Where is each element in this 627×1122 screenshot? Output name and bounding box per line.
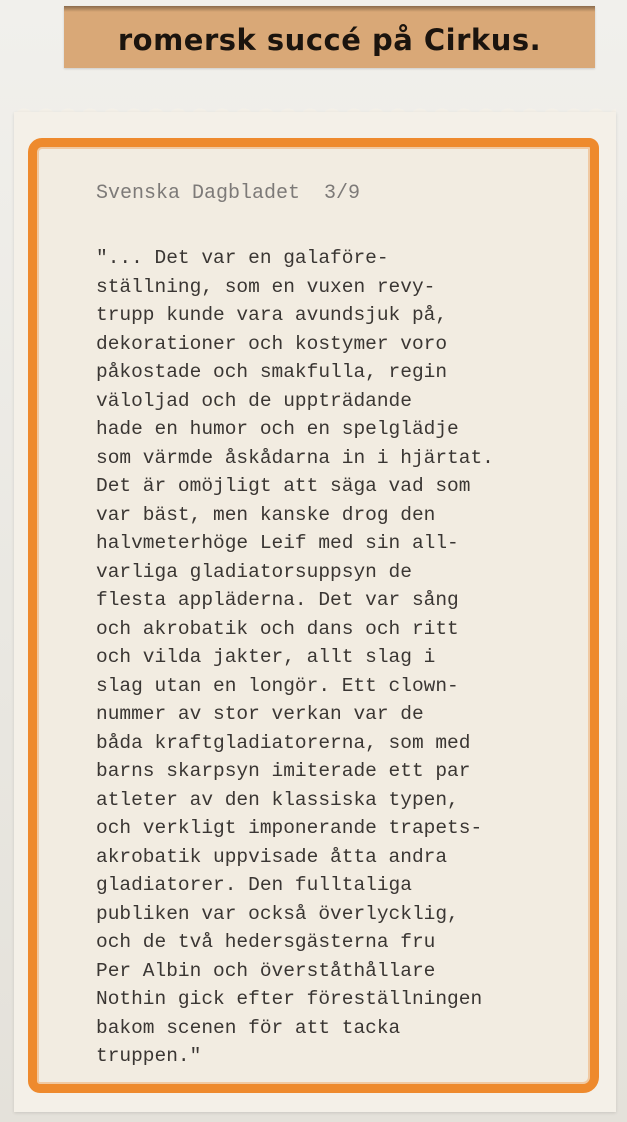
article-line: ställning, som en vuxen revy-: [96, 275, 436, 298]
source-line: Svenska Dagbladet 3/9: [96, 182, 361, 205]
article-line: väloljad och de uppträdande: [96, 389, 412, 412]
article-line: och akrobatik och dans och ritt: [96, 617, 459, 640]
article-line: Nothin gick efter föreställningen: [96, 988, 483, 1010]
article-line: nummer av stor verkan var de: [96, 703, 424, 725]
article-line: trupp kunde vara avundsjuk på,: [96, 304, 448, 326]
article-line: och de två hedersgästerna fru: [96, 931, 436, 953]
article-line: gladiatorer. Den fulltaliga: [96, 874, 412, 896]
article-line: bakom scenen för att tacka: [96, 1016, 401, 1039]
article-line: barns skarpsyn imiterade ett par: [96, 760, 471, 782]
article-text: [96, 244, 576, 1071]
article-line: atleter av den klassiska typen,: [96, 788, 459, 811]
article-line: flesta appläderna. Det var sång: [96, 589, 459, 611]
headline-text: romersk succé på Cirkus.: [117, 23, 542, 57]
article-line: varliga gladiatorsuppsyn de: [96, 560, 412, 583]
article-line: var bäst, men kanske drog den: [96, 503, 436, 526]
article-line: hade en humor och en spelglädje: [96, 418, 459, 440]
article-line: dekorationer och kostymer voro: [96, 332, 448, 355]
article-line: påkostade och smakfulla, regin: [96, 361, 448, 383]
typed-clipping: [60, 180, 580, 1080]
article-line: båda kraftgladiatorerna, som med: [96, 731, 471, 754]
article-line: halvmeterhöge Leif med sin all-: [96, 532, 459, 554]
article-line: "... Det var en galaföre-: [96, 247, 389, 269]
article-line: och vilda jakter, allt slag i: [96, 646, 436, 668]
article-line: akrobatik uppvisade åtta andra: [96, 845, 448, 868]
article-line: truppen.": [96, 1045, 202, 1067]
article-line: slag utan en longör. Ett clown-: [96, 674, 459, 697]
headline-clipping: [64, 6, 595, 68]
article-line: och verkligt imponerande trapets-: [96, 817, 483, 839]
article-line: Det är omöjligt att säga vad som: [96, 475, 471, 497]
article-line: som värmde åskådarna in i hjärtat.: [96, 446, 494, 469]
article-line: Per Albin och överståthållare: [96, 959, 436, 982]
article-line: publiken var också överlycklig,: [96, 902, 459, 925]
